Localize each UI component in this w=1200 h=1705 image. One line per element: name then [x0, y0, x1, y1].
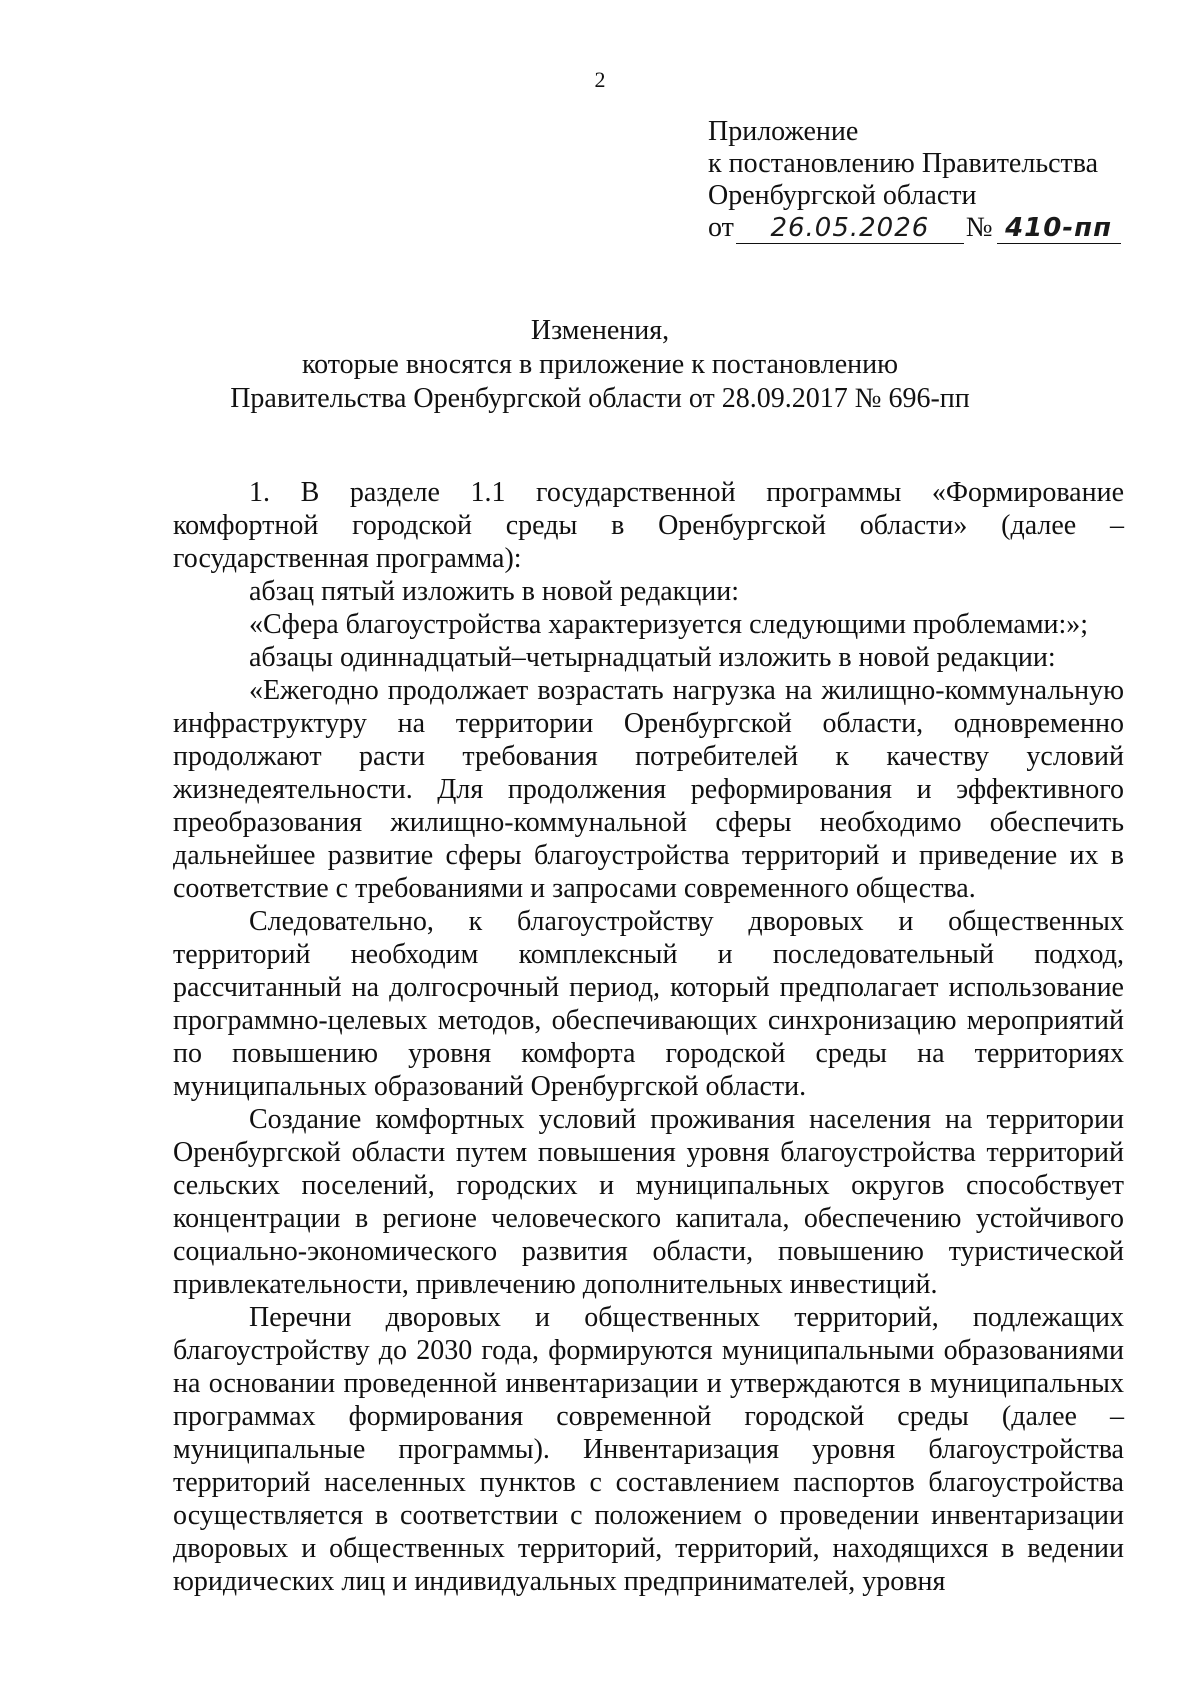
paragraph-2: абзац пятый изложить в новой редакции: [249, 576, 739, 607]
paragraph-5: «Ежегодно продолжает возрастать нагрузка на жилищно-коммунальную инфраструктуру на территории Оренбургской области, одновременно продолжают расти требования потребителей к качеству условий жизнедеятельности. Для продолжения реформирования и эффективного преобразования жилищно-коммунальной сферы необходимо обеспечить дальнейшее развитие сферы благоустройства территорий и приведение их в соответствие с требованиями и запросами современного общества. [173, 675, 1124, 904]
paragraph-4: абзацы одиннадцатый–четырнадцатый изложить в новой редакции: [249, 642, 1056, 673]
appendix-line-2: к постановлению Правительства [708, 148, 1099, 179]
appendix-line-1: Приложение [708, 116, 859, 147]
handwritten-number: 410-пп [997, 213, 1121, 244]
date-prefix: от [708, 212, 734, 243]
paragraph-6: Следовательно, к благоустройству дворовых и общественных территорий необходим комплексный и последовательный подход, рассчитанный на долгосрочный период, который предполагает использование программно-целевых методов, обеспечивающих синхронизацию мероприятий по повышению уровня комфорта городской среды на территориях муниципальных образований Оренбургской области. [173, 906, 1124, 1102]
title-line-1: Изменения, [530, 315, 670, 346]
appendix-line-3: Оренбургской области [708, 180, 977, 211]
handwritten-date: 26.05.2026 [736, 213, 964, 244]
appendix-header [708, 116, 1148, 244]
appendix-date-line [708, 212, 1148, 244]
page-number: 2 [594, 67, 606, 92]
title-line-2: которые вносятся в приложение к постановлению [301, 349, 899, 380]
document-body [173, 476, 1124, 1598]
number-prefix: № [965, 212, 993, 243]
paragraph-1: 1. В разделе 1.1 государственной программы «Формирование комфортной городской среды в Оренбургской области» (далее – государственная программа): [173, 477, 1124, 574]
paragraph-8: Перечни дворовых и общественных территорий, подлежащих благоустройству до 2030 года, формируются муниципальными образованиями на основании проведенной инвентаризации и утверждаются в муниципальных программах формирования современной городской среды (далее – муниципальные программы). Инвентаризация уровня благоустройства территорий населенных пунктов с составлением паспортов благоустройства осуществляется в соответствии с положением о проведении инвентаризации дворовых и общественных территорий, территорий, находящихся в ведении юридических лиц и индивидуальных предпринимателей, уровня [173, 1302, 1124, 1597]
paragraph-3: «Сфера благоустройства характеризуется следующими проблемами:»; [249, 609, 1089, 640]
document-title [0, 314, 1200, 416]
paragraph-7: Создание комфортных условий проживания населения на территории Оренбургской области путем повышения уровня благоустройства территорий сельских поселений, городских и муниципальных округов способствует концентрации в регионе человеческого капитала, обеспечению устойчивого социально-экономического развития области, повышению туристической привлекательности, привлечению дополнительных инвестиций. [173, 1104, 1124, 1300]
title-line-3: Правительства Оренбургской области от 28.09.2017 № 696-пп [230, 383, 970, 414]
